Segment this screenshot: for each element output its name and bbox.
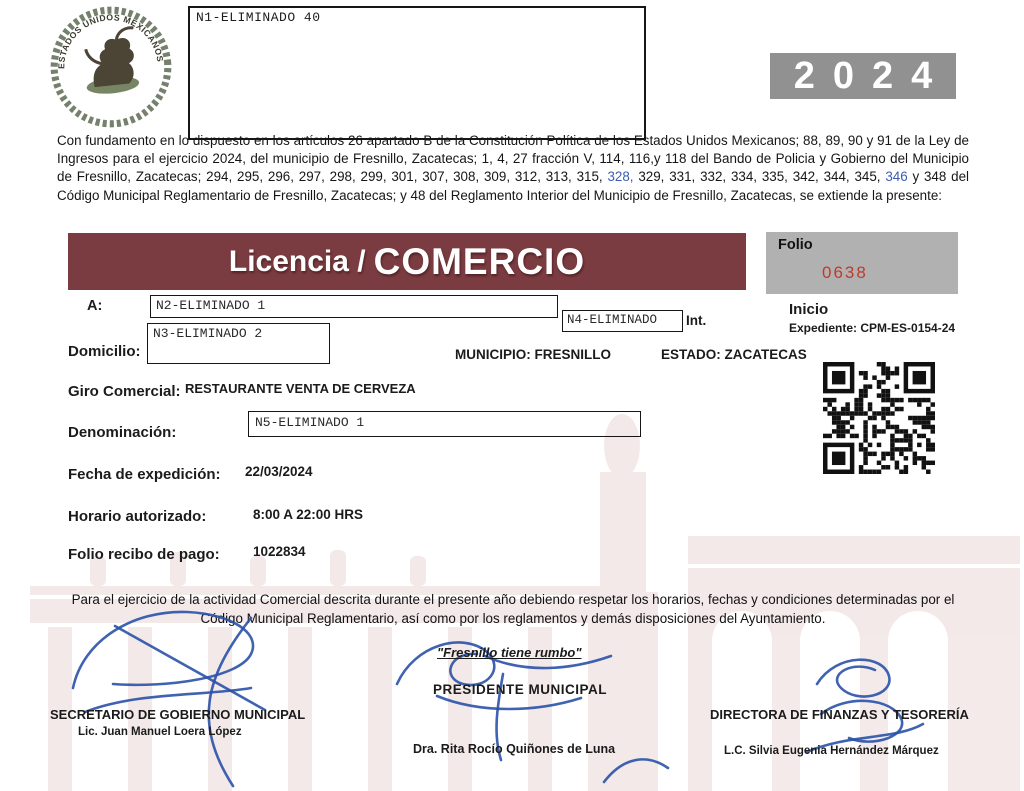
legal-highlight2: 346 (885, 169, 908, 185)
folio-box (766, 232, 958, 294)
legal-paragraph (57, 132, 969, 205)
qr-code (823, 362, 935, 474)
giro-comercial-label: Giro Comercial: (68, 383, 181, 400)
secretario-name: Lic. Juan Manuel Loera López (78, 726, 242, 738)
folio-recibo-pago-label: Folio recibo de pago: (68, 546, 220, 563)
secretario-title: SECRETARIO DE GOBIERNO MUNICIPAL (50, 707, 306, 722)
estado-value: ESTADO: ZACATECAS (661, 347, 807, 362)
city-motto: "Fresnillo tiene rumbo" (437, 645, 582, 660)
municipio-value: MUNICIPIO: FRESNILLO (455, 347, 611, 362)
banner-title-main: COMERCIO (373, 240, 586, 282)
horario-autorizado-value: 8:00 A 22:00 HRS (253, 507, 364, 522)
presidente-name: Dra. Rita Rocío Quiñones de Luna (413, 742, 616, 756)
redaction-box-n5 (248, 411, 641, 437)
expediente-number: Expediente: CPM-ES-0154-24 (789, 321, 956, 335)
folio-label: Folio (778, 237, 813, 253)
redaction-box-n1 (188, 6, 646, 140)
fecha-expedicion-value: 22/03/2024 (245, 464, 313, 479)
redaction-n4-text: N4-ELIMINADO (567, 313, 658, 327)
redaction-box-n3 (147, 323, 330, 364)
signature-stroke-bottom (596, 750, 678, 791)
redaction-box-n2 (150, 295, 558, 318)
redaction-n3-text: N3-ELIMINADO 2 (153, 326, 263, 341)
seal-circle-text: ESTADOS UNIDOS MEXICANOS (56, 12, 166, 70)
domicilio-label: Domicilio: (68, 343, 141, 360)
license-title-banner (68, 233, 746, 290)
redaction-n1-text: N1-ELIMINADO 40 (196, 10, 321, 25)
inicio-label: Inicio (789, 301, 829, 318)
redaction-n2-text: N2-ELIMINADO 1 (156, 298, 266, 313)
mexico-coat-of-arms-seal (34, 0, 188, 137)
presidente-title: PRESIDENTE MUNICIPAL (433, 682, 608, 697)
fecha-expedicion-label: Fecha de expedición: (68, 466, 221, 483)
banner-title-prefix: Licencia / (228, 244, 366, 278)
legal-part2: 329, 331, 332, 334, 335, 342, 344, 345, (633, 169, 886, 185)
redaction-box-n4 (562, 310, 683, 332)
legal-part3: y 348 del Código Municipal Reglamentario de Fresnillo, Zacatecas; y 48 del Reglamento Interior del Municipio de Fresnillo, Zacatecas, se extiende la presente: (57, 169, 969, 203)
legal-part1: Con fundamento en lo dispuesto en los artículos 26 apartado B de la Constitución Política de los Estados Unidos Mexicanos; 88, 89, 90 y 91 de la Ley de Ingresos para el ejercicio 2024, del municipio de Fresnillo, Zacatecas; 1, 4, 27 fracción V, 114, 116,y 118 del Bando de Policia y Gobierno del Municipio de Fresnillo, Zacatecas; 294, 295, 296, 297, 298, 299, 301, 307, 308, 309, 312, 313, 315, (57, 133, 969, 185)
signature-secretario (55, 592, 325, 791)
interior-suffix-label: Int. (686, 313, 707, 328)
directora-title: DIRECTORA DE FINANZAS Y TESORERÍA (710, 707, 969, 722)
year-badge: 2024 (770, 53, 956, 99)
redaction-n5-text: N5-ELIMINADO 1 (255, 415, 365, 430)
folio-number: 0638 (822, 263, 868, 282)
folio-recibo-pago-value: 1022834 (253, 544, 306, 559)
giro-comercial-value: RESTAURANTE VENTA DE CERVEZA (185, 381, 416, 396)
horario-autorizado-label: Horario autorizado: (68, 508, 207, 525)
directora-name: L.C. Silvia Eugenia Hernández Márquez (724, 745, 939, 757)
footer-paragraph: Para el ejercicio de la actividad Comercial descrita durante el presente año debiendo respetar los horarios, fechas y condiciones determinadas por el Código Municipal Reglamentario, así como por los reglamentos y demás disposiciones del Ayuntamiento. (71, 592, 955, 626)
denominacion-label: Denominación: (68, 424, 177, 441)
recipient-label: A: (87, 298, 103, 314)
eagle-emblem-icon (81, 27, 140, 96)
legal-highlight1: 328, (607, 169, 634, 185)
